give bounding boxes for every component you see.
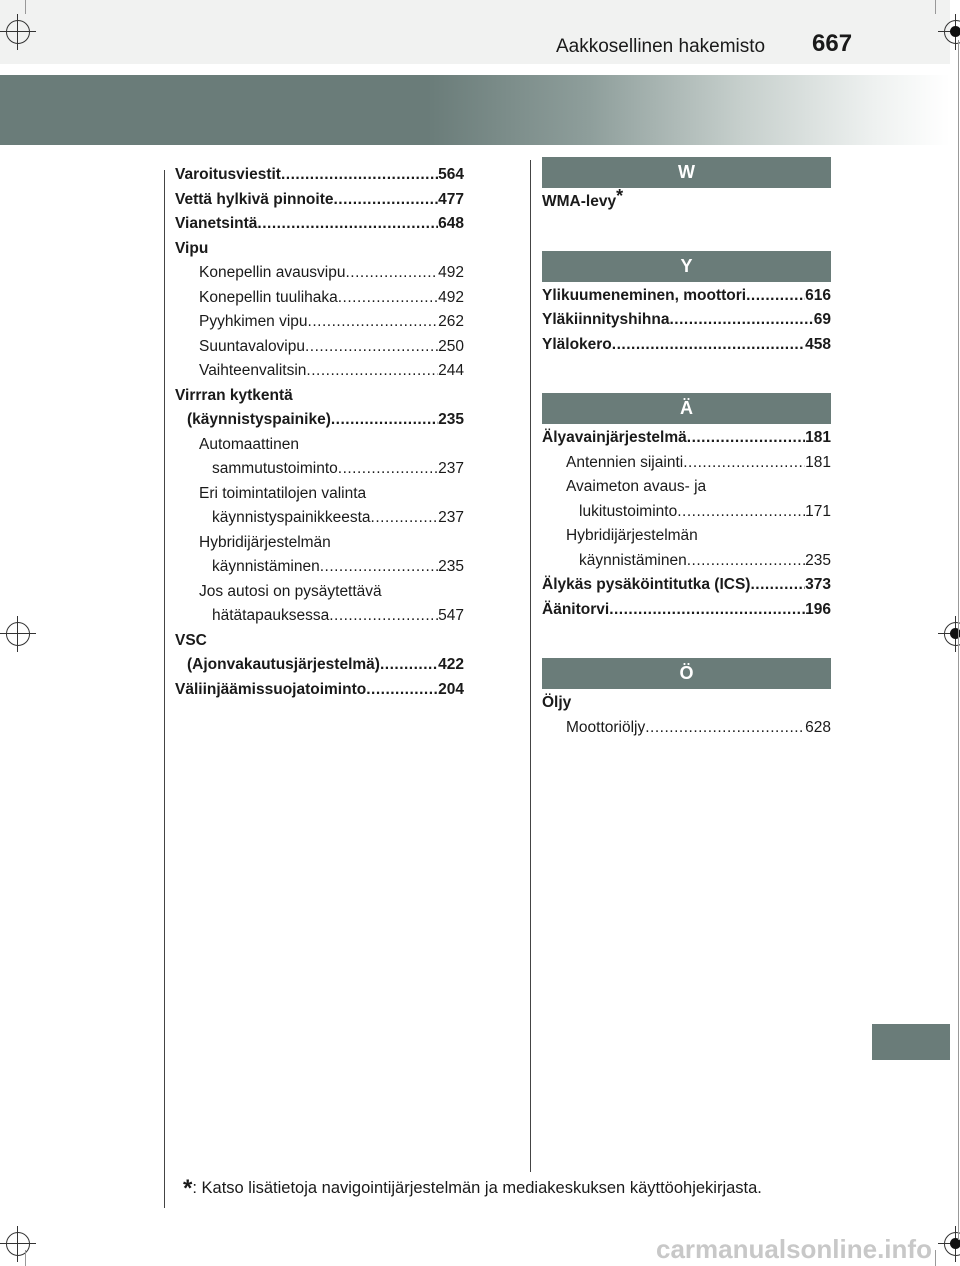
index-entry (542, 333, 831, 358)
chapter-tab-marker (872, 1024, 950, 1060)
index-entry-text: Suuntavalovipu (199, 337, 305, 355)
index-entry-text: VSC (175, 631, 207, 649)
index-entry-text: Vipu (175, 239, 209, 257)
index-entry-text: Vettä hylkivä pinnoite (175, 190, 334, 208)
index-entry-text: Vianetsintä (175, 215, 258, 232)
index-entry-text: Antennien sijainti (566, 453, 684, 471)
index-entry (175, 604, 464, 629)
dot-leader (380, 653, 438, 678)
index-entry-text: Hybridijärjestelmän (199, 533, 331, 551)
dot-leader (612, 333, 805, 358)
dot-leader (305, 335, 438, 360)
index-entry-text: Öljy (542, 694, 572, 711)
index-entry-page: 547 (438, 607, 464, 624)
dot-leader (746, 284, 805, 309)
section-header-letter: Ö (542, 658, 831, 689)
watermark: carmanualsonline.info (656, 1234, 932, 1264)
index-entry-text: Eri toimintatilojen valinta (199, 484, 367, 502)
footnote-text: : Katso lisätietoja navigointijärjestelmän ja mediakeskuksen käyttöohjekirjasta. (192, 1179, 762, 1197)
header-band (0, 0, 950, 64)
index-entry-page: 477 (438, 190, 464, 208)
dot-leader (687, 426, 805, 451)
index-entry (175, 310, 464, 335)
page-header-title: Aakkosellinen hakemisto (556, 36, 766, 57)
page-number: 667 (812, 30, 853, 57)
index-entry-text: (Ajonvakautusjärjestelmä) (187, 656, 380, 673)
index-entry-page: 492 (438, 288, 464, 306)
dot-leader (687, 549, 805, 574)
column-divider (530, 160, 531, 1172)
dot-leader (306, 359, 438, 384)
index-entry-page: 244 (438, 362, 464, 379)
registration-mark-icon (938, 616, 960, 652)
trim-line (935, 1250, 936, 1266)
index-entry (542, 716, 831, 741)
index-entry (542, 691, 831, 716)
dot-leader (371, 506, 439, 531)
index-entry (175, 457, 464, 482)
index-entry-text: käynnistäminen (212, 558, 320, 575)
index-entry (175, 384, 464, 409)
registration-mark-icon (0, 1226, 36, 1262)
index-entry-text: käynnistyspainikkeesta (212, 509, 371, 526)
index-entry-page: 373 (805, 576, 831, 593)
index-entry (175, 212, 464, 237)
index-entry-page: 564 (438, 166, 464, 183)
registration-mark-icon (0, 14, 36, 50)
index-entry (542, 475, 831, 500)
left-margin-rule (164, 170, 165, 1208)
index-entry (175, 286, 464, 311)
dot-leader (308, 310, 439, 335)
index-entry-text: Yläkiinnityshihna (542, 311, 670, 328)
footnote (183, 1172, 762, 1200)
index-entry-page: 250 (438, 337, 464, 355)
index-entry-text: Pyyhkimen vipu (199, 313, 308, 330)
index-entry (542, 573, 831, 598)
index-entry (175, 482, 464, 507)
index-entry (542, 451, 831, 476)
index-entry-page: 492 (438, 264, 464, 281)
index-entry-text: hätätapauksessa (212, 607, 330, 624)
index-entry-text: (käynnistyspainike) (187, 411, 331, 428)
dot-leader (366, 678, 438, 703)
index-entry (542, 549, 831, 574)
index-entry-text: Automaattinen (199, 435, 299, 453)
index-entry-page: 235 (438, 558, 464, 575)
index-entry-page: 237 (438, 460, 464, 477)
footnote-reference-star: * (616, 186, 624, 206)
index-entry-page: 69 (813, 311, 831, 328)
registration-mark-icon (938, 1226, 960, 1262)
index-entry-text: Varoitusviestit (175, 166, 281, 183)
index-entry (175, 237, 464, 262)
index-entry (175, 261, 464, 286)
index-entry (175, 531, 464, 556)
index-entry (542, 598, 831, 623)
index-entry-text: WMA-levy (542, 193, 617, 210)
index-entry-text: Ylälokero (542, 335, 612, 353)
index-entry (175, 163, 464, 188)
index-entry (175, 359, 464, 384)
index-entry-page: 628 (805, 718, 831, 736)
index-entry-text: Moottoriöljy (566, 718, 646, 736)
index-entry (542, 426, 831, 451)
dot-leader (257, 212, 438, 237)
index-column-left (175, 163, 464, 702)
dot-leader (677, 500, 805, 525)
index-entry-page: 235 (438, 411, 464, 428)
index-entry-text: käynnistäminen (579, 551, 687, 569)
trim-line (25, 0, 26, 14)
index-entry (175, 653, 464, 678)
index-entry-page: 181 (805, 453, 831, 471)
trim-line (935, 0, 936, 14)
index-entry-text: Konepellin avausvipu (199, 264, 346, 281)
index-entry (542, 524, 831, 549)
index-entry-page: 204 (438, 680, 464, 698)
index-entry-page: 616 (805, 286, 831, 304)
index-entry (542, 308, 831, 333)
dot-leader (334, 188, 439, 213)
index-entry-page: 235 (805, 551, 831, 569)
index-entry-page: 648 (438, 215, 464, 232)
registration-mark-icon (0, 616, 36, 652)
index-entry (175, 335, 464, 360)
index-entry (175, 629, 464, 654)
section-header-letter: Ä (542, 393, 831, 424)
dot-leader (331, 408, 438, 433)
index-entry-text: Älykäs pysäköintitutka (ICS) (542, 576, 751, 593)
dot-leader (669, 308, 813, 333)
index-entry-page: 181 (805, 429, 831, 446)
index-entry (175, 555, 464, 580)
index-column-right (542, 157, 831, 740)
dot-leader (609, 598, 805, 623)
section-header-letter: Y (542, 251, 831, 282)
index-entry-page: 237 (438, 509, 464, 526)
dot-leader (346, 261, 439, 286)
section-header-letter: W (542, 157, 831, 188)
dot-leader (329, 604, 438, 629)
header-gradient-banner (0, 75, 950, 145)
index-entry-page: 196 (805, 600, 831, 618)
index-entry (542, 186, 831, 215)
index-entry-text: Jos autosi on pysäytettävä (199, 582, 382, 600)
dot-leader (320, 555, 438, 580)
index-entry (542, 500, 831, 525)
index-entry-text: Vaihteenvalitsin (199, 362, 307, 379)
index-entry-page: 422 (438, 656, 464, 673)
index-entry-text: Avaimeton avaus- ja (566, 478, 707, 495)
index-entry (175, 506, 464, 531)
dot-leader (683, 451, 805, 476)
index-entry (175, 580, 464, 605)
index-entry-page: 262 (438, 313, 464, 330)
index-entry-text: Hybridijärjestelmän (566, 527, 698, 544)
dot-leader (645, 716, 805, 741)
index-entry-page: 458 (805, 335, 831, 353)
index-entry-text: Väliinjäämissuojatoiminto (175, 680, 367, 698)
index-entry-text: lukitustoiminto (579, 502, 678, 520)
index-entry-text: sammutustoiminto (212, 460, 338, 477)
index-entry-text: Virrran kytkentä (175, 386, 293, 404)
index-entry (175, 408, 464, 433)
dot-leader (281, 163, 438, 188)
index-entry-text: Ylikuumeneminen, moottori (542, 286, 747, 304)
trim-line (958, 40, 959, 1240)
index-entry-text: Äänitorvi (542, 600, 610, 618)
index-entry (175, 433, 464, 458)
trim-line (25, 1250, 26, 1266)
index-entry (542, 284, 831, 309)
dot-leader (338, 457, 438, 482)
index-entry-text: Konepellin tuulihaka (199, 288, 338, 306)
index-entry (175, 678, 464, 703)
index-entry-text: Älyavainjärjestelmä (542, 429, 687, 446)
dot-leader (750, 573, 805, 598)
dot-leader (338, 286, 438, 311)
index-entry (175, 188, 464, 213)
index-entry-page: 171 (805, 502, 831, 520)
footnote-star: * (183, 1175, 193, 1202)
registration-mark-icon (938, 14, 960, 50)
